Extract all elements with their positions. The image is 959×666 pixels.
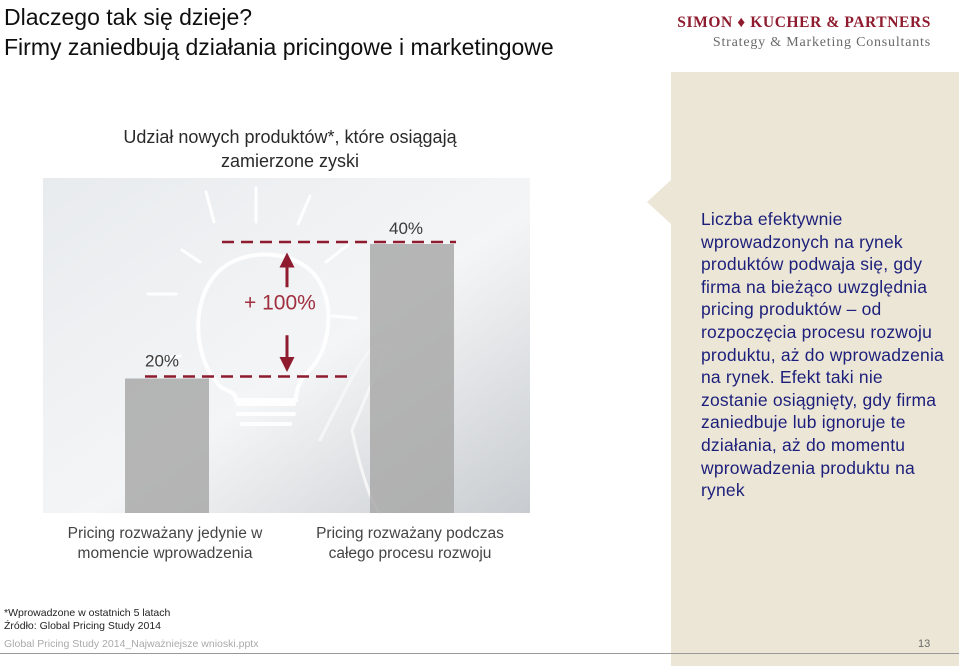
company-tagline: Strategy & Marketing Consultants (712, 35, 931, 50)
value-label-1: 20% (145, 351, 180, 371)
bar-1 (125, 379, 209, 514)
panel-text: Liczba efektywnie wprowadzonych na rynek produktów podwaja się, gdy firma na bieżąco uwzględnia pricing produktów – od rozpoczęcia procesu rozwoju produktu, aż do wprowadzenia na rynek. Efekt taki nie zostanie osiągnięty, gdy firma zaniedbuje lub ignoruje te działania, aż do momentu wprowadzenia produktu na rynek (701, 209, 944, 501)
company-logo: SIMON ♦ KUCHER & PARTNERS (677, 14, 931, 31)
file-name: Global Pricing Study 2014_Najważniejsze wnioski.pptx (4, 638, 259, 650)
page-number: 13 (918, 638, 931, 650)
source-note: Źródło: Global Pricing Study 2014 (4, 620, 162, 632)
chart-title-line2: zamierzone zyski (220, 151, 360, 171)
category-label-1-2: momencie wprowadzenia (77, 545, 253, 562)
callout-pointer (647, 180, 671, 224)
footer-divider (0, 653, 959, 654)
value-label-2: 40% (389, 219, 424, 238)
category-label-2-1: Pricing rozważany podczas (316, 525, 504, 542)
difference-label: + 100% (244, 291, 316, 315)
category-label-2-2: całego procesu rozwoju (328, 545, 492, 562)
category-label-1-1: Pricing rozważany jedynie w (67, 525, 263, 542)
bar-2 (370, 244, 454, 513)
footnote: *Wprowadzone w ostatnich 5 latach (4, 607, 171, 619)
page-title-line2: Firmy zaniedbują działania pricingowe i marketingowe (4, 34, 554, 60)
page-title-line1: Dlaczego tak się dzieje? (4, 4, 253, 30)
chart-title-line1: Udział nowych produktów*, które osiągają (123, 127, 457, 147)
